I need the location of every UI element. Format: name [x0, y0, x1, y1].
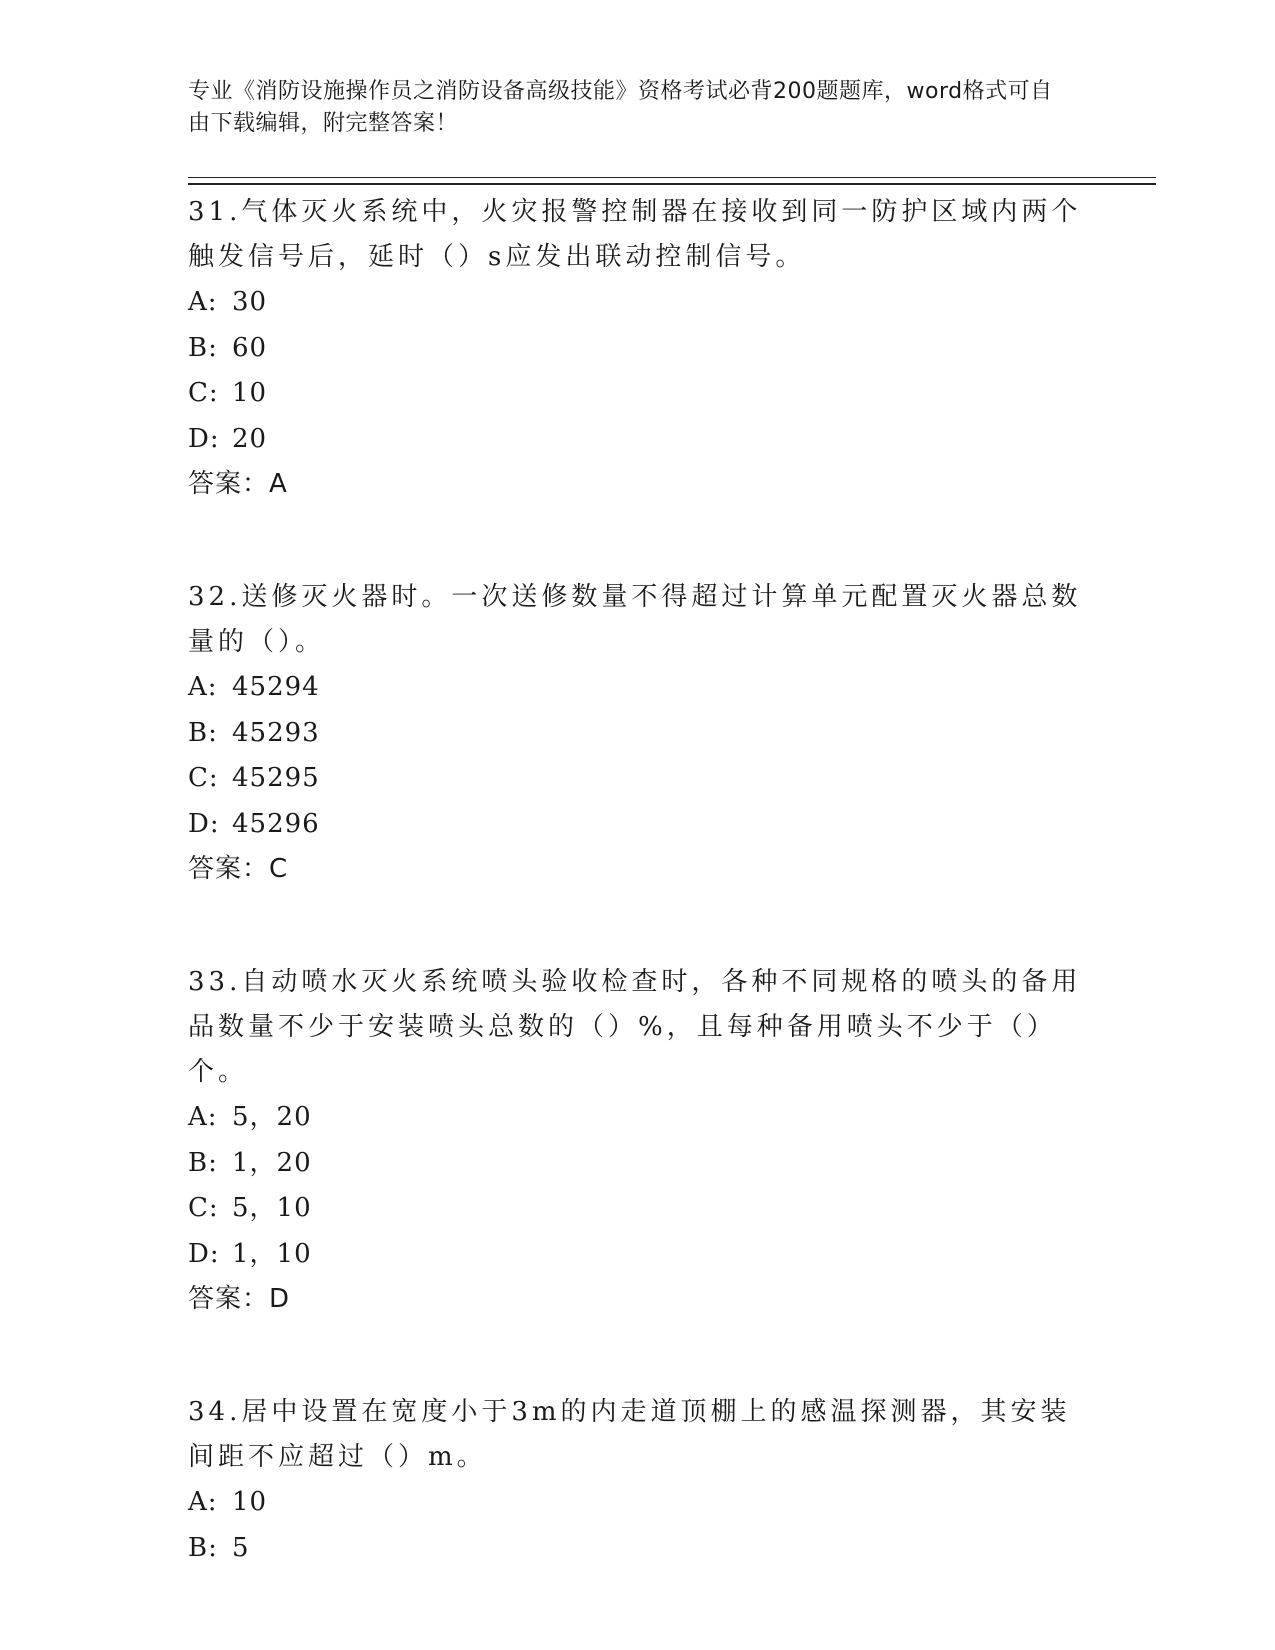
- option-letter: D:: [188, 423, 220, 454]
- option-letter: C:: [188, 378, 219, 408]
- option-b: [188, 711, 1088, 757]
- question-stem: 31.气体灭火系统中，火灾报警控制器在接收到同一防护区域内两个触发信号后，延时（）s应发出联动控制信号。: [188, 197, 1082, 272]
- question-31: [188, 190, 1088, 507]
- question-stem: 34.居中设置在宽度小于3m的内走道顶棚上的感温探测器，其安装间距不应超过（）m。: [188, 1397, 1071, 1472]
- option-b: [188, 1526, 1088, 1572]
- option-letter: B:: [188, 1532, 218, 1563]
- option-text: 45293: [232, 717, 320, 748]
- option-text: 10: [232, 378, 268, 408]
- question-34: [188, 1390, 1088, 1571]
- question-32: [188, 575, 1088, 892]
- option-text: 45295: [232, 763, 320, 793]
- option-text: 10: [232, 1487, 268, 1517]
- option-a: [188, 1095, 1088, 1141]
- option-letter: A:: [188, 1102, 218, 1132]
- option-letter: D:: [188, 1238, 220, 1269]
- option-text: 20: [232, 423, 268, 454]
- option-text: 5，20: [232, 1102, 312, 1132]
- option-a: [188, 665, 1088, 711]
- header-rule-thin: [188, 177, 1156, 178]
- option-b: [188, 1141, 1088, 1187]
- option-text: 5，10: [232, 1193, 312, 1223]
- option-letter: B:: [188, 1147, 218, 1178]
- question-stem: 33.自动喷水灭火系统喷头验收检查时，各种不同规格的喷头的备用品数量不少于安装喷头总数的（）%，且每种备用喷头不少于（）个。: [188, 967, 1082, 1087]
- option-letter: C:: [188, 763, 219, 793]
- option-c: [188, 1186, 1088, 1232]
- option-d: [188, 1232, 1088, 1278]
- option-text: 1，20: [232, 1147, 312, 1178]
- answer-line: 答案：D: [188, 1284, 291, 1314]
- option-text: 5: [232, 1532, 250, 1563]
- option-a: [188, 280, 1088, 326]
- option-letter: A:: [188, 1487, 218, 1517]
- option-c: [188, 756, 1088, 802]
- question-stem: 32.送修灭火器时。一次送修数量不得超过计算单元配置灭火器总数量的（）。: [188, 582, 1082, 657]
- option-d: [188, 417, 1088, 463]
- option-b: [188, 326, 1088, 372]
- question-33: [188, 960, 1088, 1322]
- option-text: 30: [232, 287, 268, 317]
- answer-line: 答案：C: [188, 854, 289, 884]
- option-letter: A:: [188, 672, 218, 702]
- question-list: [188, 190, 1088, 1639]
- option-text: 45296: [232, 808, 320, 839]
- option-letter: D:: [188, 808, 220, 839]
- header-rule-thick: [188, 183, 1156, 185]
- option-a: [188, 1480, 1088, 1526]
- option-text: 60: [232, 332, 268, 363]
- option-d: [188, 802, 1088, 848]
- document-header: 专业《消防设施操作员之消防设备高级技能》资格考试必背200题题库，word格式可自由下载编辑，附完整答案！: [188, 79, 1053, 136]
- option-letter: B:: [188, 717, 218, 748]
- option-letter: C:: [188, 1193, 219, 1223]
- option-c: [188, 371, 1088, 417]
- option-text: 1，10: [232, 1238, 312, 1269]
- answer-line: 答案：A: [188, 469, 288, 499]
- option-letter: A:: [188, 287, 218, 317]
- option-text: 45294: [232, 672, 320, 702]
- option-letter: B:: [188, 332, 218, 363]
